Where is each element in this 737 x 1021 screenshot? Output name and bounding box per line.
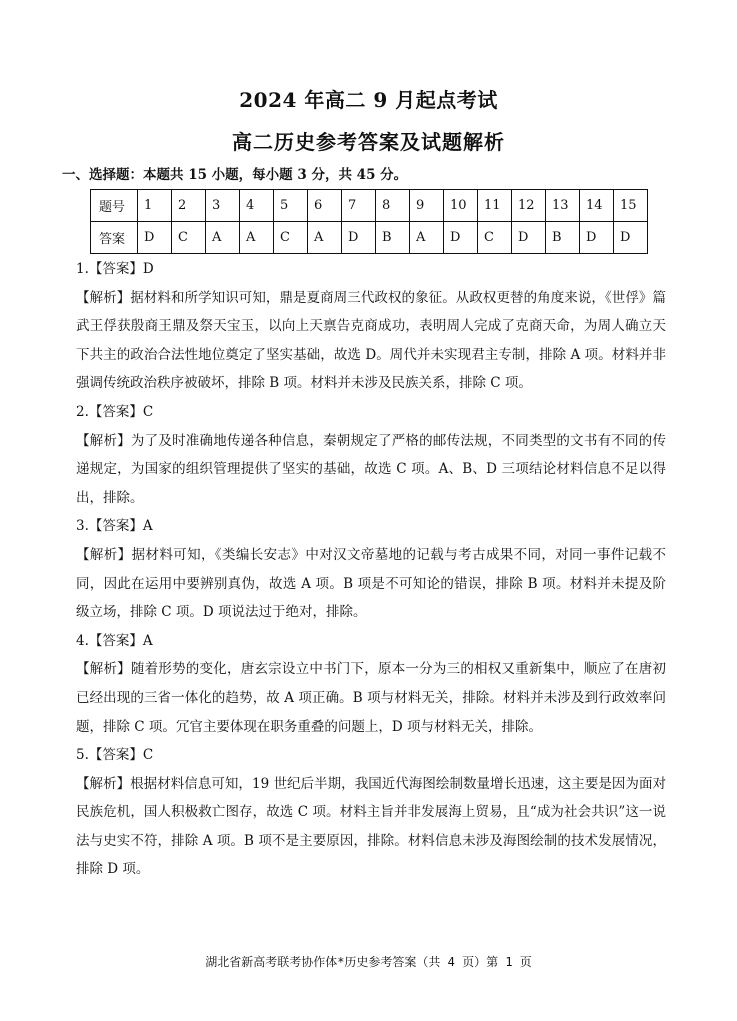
row-label-answer: 答案 (91, 222, 138, 254)
page-footer: 湖北省新高考联考协作体*历史参考答案（共 4 页）第 1 页 (205, 955, 532, 969)
table-cell-answer: B (376, 222, 410, 254)
analysis-paragraph-5: 【解析】根据材料信息可知，19 世纪后半期，我国近代海图绘制数量增长迅速，这主要是因为面对民族危机，国人积极救亡图存，故选 C 项。材料主旨并非发展海上贸易，且“成为社会共识”这一说法与史实不符，排除 A 项。B 项不是主要原因，排除。材料信息未涉及海图绘制的技术发展情况，排除 D 项。 (76, 775, 666, 878)
analysis-paragraph-2: 【解析】为了及时准确地传递各种信息，秦朝规定了严格的邮传法规，不同类型的文书有不同的传递规定，为国家的组织管理提供了坚实的基础，故选 C 项。A、B、D 三项结论材料信息不足以得出，排除。 (76, 432, 666, 506)
table-cell-number: 15 (614, 190, 648, 222)
analysis-paragraph-3: 【解析】据材料可知，《类编长安志》中对汉文帝墓地的记载与考古成果不同，对同一事件记载不同，因此在运用中要辨别真伪，故选 A 项。B 项是不可知论的错误，排除 B 项。材料并未提及阶级立场，排除 C 项。D 项说法过于绝对，排除。 (76, 546, 666, 621)
answer-label-5: 5.【答案】C (76, 747, 154, 764)
table-cell-answer: D (138, 222, 172, 254)
answer-label-1: 1.【答案】D (76, 261, 154, 277)
answer-label-3: 3.【答案】A (76, 518, 153, 535)
table-cell-number: 2 (172, 190, 206, 222)
exam-subtitle: 高二历史参考答案及试题解析 (232, 130, 505, 154)
table-cell-number: 1 (138, 190, 172, 222)
analysis-paragraph-1: 【解析】据材料和所学知识可知，鼎是夏商周三代政权的象征。从政权更替的角度来说，《世俘》篇武王俘获殷商王鼎及祭天宝玉，以向上天禀告克商成功，表明周人完成了克商天命，为周人确立天下共主的政治合法性地位奠定了坚实基础，故选 D。周代并未实现君主专制，排除 A 项。材料并非强调传统政治秩序被破坏，排除 B 项。材料并未涉及民族关系，排除 C 项。 (76, 289, 666, 392)
table-cell-number: 11 (478, 190, 512, 222)
table-cell-number: 3 (206, 190, 240, 222)
table-cell-answer: C (274, 222, 308, 254)
table-cell-answer: B (546, 222, 580, 254)
table-cell-number: 6 (308, 190, 342, 222)
table-cell-answer: A (410, 222, 444, 254)
table-cell-answer: D (342, 222, 376, 254)
table-cell-number: 13 (546, 190, 580, 222)
table-cell-number: 8 (376, 190, 410, 222)
answer-explanations (76, 255, 666, 884)
table-cell-number: 12 (512, 190, 546, 222)
answer-table (90, 189, 648, 254)
table-cell-answer: D (614, 222, 648, 254)
table-cell-number: 14 (580, 190, 614, 222)
table-cell-answer: D (444, 222, 478, 254)
table-cell-answer: D (580, 222, 614, 254)
row-label-number: 题号 (91, 190, 138, 222)
table-cell-number: 4 (240, 190, 274, 222)
analysis-paragraph-4: 【解析】随着形势的变化，唐玄宗设立中书门下，原本一分为三的相权又重新集中，顺应了在唐初已经出现的三省一体化的趋势，故 A 项正确。B 项与材料无关，排除。材料并未涉及到行政效率问题，排除 C 项。冗官主要体现在职务重叠的问题上，D 项与材料无关，排除。 (76, 661, 666, 735)
table-cell-answer: A (308, 222, 342, 254)
table-row-numbers (91, 190, 648, 222)
table-cell-number: 7 (342, 190, 376, 222)
table-cell-number: 9 (410, 190, 444, 222)
table-cell-answer: C (478, 222, 512, 254)
exam-title: 2024 年高二 9 月起点考试 (239, 88, 498, 112)
table-cell-answer: A (206, 222, 240, 254)
table-cell-answer: D (512, 222, 546, 254)
table-row-answers (91, 222, 648, 254)
answer-label-4: 4.【答案】A (76, 632, 153, 649)
answer-label-2: 2.【答案】C (76, 403, 154, 420)
table-cell-answer: C (172, 222, 206, 254)
table-cell-number: 5 (274, 190, 308, 222)
table-cell-answer: A (240, 222, 274, 254)
section-heading: 一、选择题：本题共 15 小题，每小题 3 分，共 45 分。 (62, 167, 408, 183)
table-cell-number: 10 (444, 190, 478, 222)
